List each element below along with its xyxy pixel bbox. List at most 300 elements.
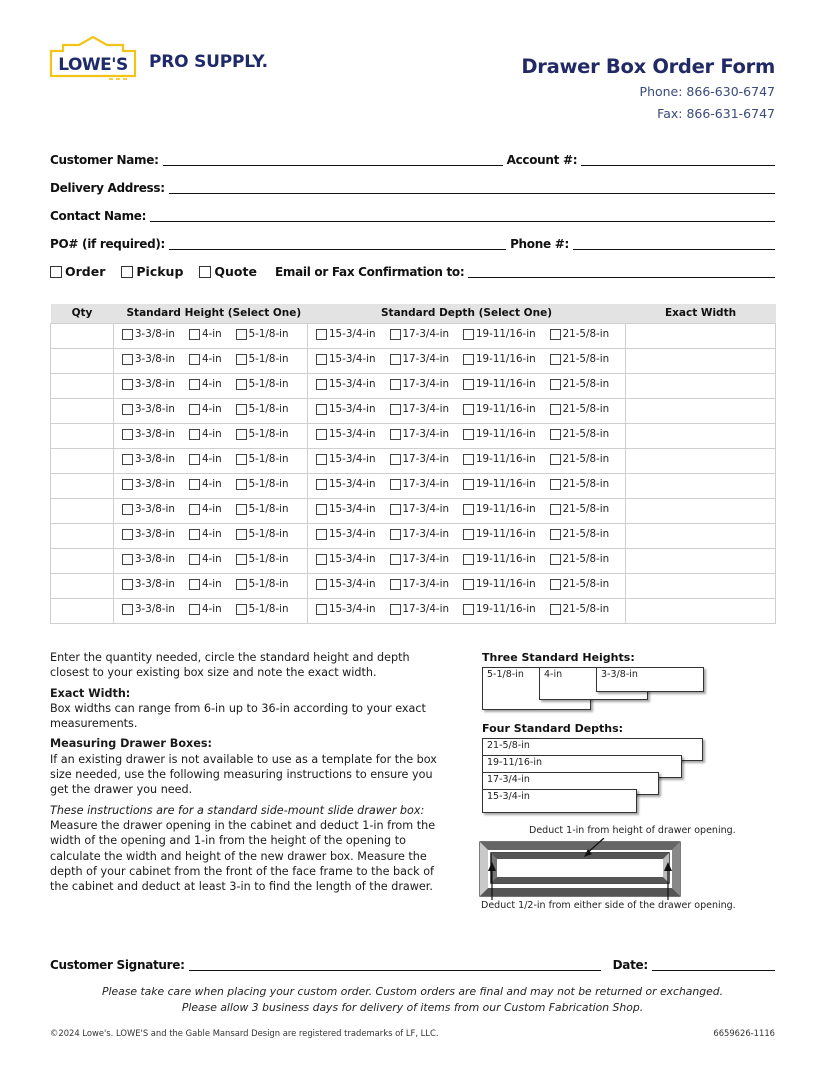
depth-option[interactable] (390, 453, 450, 465)
exact-width-cell[interactable] (626, 598, 776, 623)
depth-option[interactable] (463, 328, 536, 340)
exact-width-cell[interactable] (626, 398, 776, 423)
height-checkbox[interactable] (189, 354, 200, 365)
depth-checkbox[interactable] (463, 329, 474, 340)
height-option-label: 4-in (201, 553, 222, 566)
qty-cell[interactable] (51, 373, 114, 398)
height-checkbox[interactable] (122, 604, 133, 615)
height-option[interactable] (122, 578, 175, 590)
depth-option-label: 17-3/4-in (402, 603, 449, 616)
depth-option-label: 19-11/16-in (476, 453, 536, 466)
height-option[interactable] (236, 353, 289, 365)
exact-width-cell[interactable] (626, 448, 776, 473)
height-option[interactable] (236, 378, 289, 390)
depth-option[interactable] (390, 478, 450, 490)
height-option-label: 3-3/8-in (135, 403, 175, 416)
depth-options-cell (308, 573, 626, 598)
table-row (51, 598, 776, 623)
height-options-cell (114, 348, 308, 373)
depth-option-label: 17-3/4-in (402, 578, 449, 591)
depth-checkbox[interactable] (390, 504, 401, 515)
height-option[interactable] (122, 428, 175, 440)
depth-option-label: 21-5/8-in (562, 553, 610, 566)
depth-option[interactable] (463, 428, 536, 440)
height-checkbox[interactable] (122, 579, 133, 590)
depth-option-label: 21-5/8-in (562, 453, 610, 466)
height-option-label: 3-3/8-in (135, 428, 175, 441)
depth-checkbox[interactable] (463, 579, 474, 590)
height-checkbox[interactable] (122, 479, 133, 490)
height-checkbox[interactable] (236, 379, 247, 390)
account-field[interactable] (581, 152, 775, 166)
depth-checkbox[interactable] (390, 429, 401, 440)
depth-option[interactable] (390, 503, 450, 515)
depth-option-label: 21-5/8-in (562, 603, 610, 616)
depth-checkbox[interactable] (463, 429, 474, 440)
depth-option[interactable] (463, 353, 536, 365)
depth-option[interactable] (550, 428, 610, 440)
height-option-label: 5-1/8-in (248, 478, 289, 491)
depth-option-label: 17-3/4-in (402, 453, 449, 466)
page-title: Drawer Box Order Form (521, 55, 775, 78)
exact-width-cell[interactable] (626, 373, 776, 398)
height-option[interactable] (236, 403, 289, 415)
lowes-pro-supply-logo (49, 37, 268, 79)
quote-checkbox-option[interactable] (199, 264, 257, 279)
depth-option-label: 21-5/8-in (562, 378, 610, 391)
depth-option[interactable] (550, 503, 610, 515)
quote-checkbox[interactable] (199, 266, 211, 278)
exact-width-cell[interactable] (626, 323, 776, 348)
depth-option-label: 21-5/8-in (562, 353, 610, 366)
depth-checkbox[interactable] (316, 554, 327, 565)
height-option[interactable] (189, 428, 222, 440)
po-field[interactable] (169, 236, 506, 250)
height-option[interactable] (122, 478, 175, 490)
depth-option[interactable] (390, 428, 450, 440)
depth-checkbox[interactable] (463, 454, 474, 465)
contact-name-field[interactable] (150, 208, 775, 222)
height-options-cell (114, 398, 308, 423)
height-options-cell (114, 548, 308, 573)
contact-name-row (50, 205, 775, 223)
depth-option[interactable] (390, 603, 450, 615)
depth-option[interactable] (316, 403, 376, 415)
height-option-label: 4-in (201, 528, 222, 541)
height-option[interactable] (189, 453, 222, 465)
height-checkbox[interactable] (189, 579, 200, 590)
depth-option[interactable] (550, 378, 610, 390)
phone-label: Phone #: (510, 237, 569, 251)
depth-option[interactable] (550, 603, 610, 615)
depth-option-label: 19-11/16-in (476, 603, 536, 616)
account-label: Account #: (506, 153, 578, 167)
height-option-label: 5-1/8-in (248, 403, 289, 416)
depth-options-cell (308, 323, 626, 348)
depth-checkbox[interactable] (550, 429, 561, 440)
depth-checkbox[interactable] (316, 604, 327, 615)
depth-option-label: 15-3/4-in (329, 428, 376, 441)
height-option[interactable] (189, 603, 222, 615)
quote-label: Quote (214, 264, 257, 279)
height-option-label: 4-in (201, 353, 222, 366)
height-checkbox[interactable] (189, 454, 200, 465)
height-option[interactable] (236, 328, 289, 340)
height-checkbox[interactable] (122, 404, 133, 415)
depth-checkbox[interactable] (550, 329, 561, 340)
depth-checkbox[interactable] (390, 554, 401, 565)
depth-option[interactable] (463, 503, 536, 515)
depth-checkbox[interactable] (390, 454, 401, 465)
depth-option-label: 19-11/16-in (476, 353, 536, 366)
height-checkbox[interactable] (122, 554, 133, 565)
depth-option-label: 21-5/8-in (562, 478, 610, 491)
height-options-cell (114, 323, 308, 348)
depth-checkbox[interactable] (550, 379, 561, 390)
exact-width-cell[interactable] (626, 498, 776, 523)
customer-name-field[interactable] (163, 152, 503, 166)
depth-option[interactable] (550, 528, 610, 540)
height-option[interactable] (236, 453, 289, 465)
height-option[interactable] (236, 478, 289, 490)
custom-order-disclaimer: Please take care when placing your custom order. Custom orders are final and may not be returned or exchanged. Please allow 3 business days for delivery of items from our Custom Fabrication Shop. (101, 985, 724, 1014)
depth-option[interactable] (463, 603, 536, 615)
height-option[interactable] (189, 378, 222, 390)
height-option-label: 3-3/8-in (135, 478, 175, 491)
depth-options-cell (308, 548, 626, 573)
customer-name-row (50, 149, 775, 167)
height-option[interactable] (236, 603, 289, 615)
height-checkbox[interactable] (236, 554, 247, 565)
height-checkbox[interactable] (236, 529, 247, 540)
depth-option[interactable] (390, 578, 450, 590)
depth-option[interactable] (550, 453, 610, 465)
height-checkbox[interactable] (189, 479, 200, 490)
height-option[interactable] (189, 478, 222, 490)
depth-option-label: 15-3/4-in (329, 528, 376, 541)
height-option[interactable] (189, 503, 222, 515)
height-option[interactable] (122, 403, 175, 415)
height-option[interactable] (236, 528, 289, 540)
depth-option-label: 21-5/8-in (562, 578, 610, 591)
depth-checkbox[interactable] (390, 404, 401, 415)
depth-checkbox[interactable] (316, 579, 327, 590)
height-checkbox[interactable] (189, 504, 200, 515)
delivery-address-field[interactable] (169, 180, 775, 194)
height-checkbox[interactable] (236, 354, 247, 365)
depth-checkbox[interactable] (463, 379, 474, 390)
height-option[interactable] (122, 603, 175, 615)
depth-option[interactable] (463, 578, 536, 590)
order-checkbox-option[interactable] (50, 264, 105, 279)
height-option-label: 3-3/8-in (135, 353, 175, 366)
order-table (50, 304, 776, 624)
depth-option[interactable] (550, 403, 610, 415)
depth-option[interactable] (316, 603, 376, 615)
height-option-label: 5-1/8-in (248, 378, 289, 391)
height-option[interactable] (236, 428, 289, 440)
height-option[interactable] (122, 328, 175, 340)
height-option[interactable] (122, 453, 175, 465)
qty-cell[interactable] (51, 348, 114, 373)
depth-option[interactable] (390, 553, 450, 565)
height-checkbox[interactable] (189, 379, 200, 390)
depth-option[interactable] (463, 378, 536, 390)
order-label: Order (65, 264, 106, 279)
exact-width-cell[interactable] (626, 423, 776, 448)
depth-checkbox[interactable] (550, 354, 561, 365)
qty-cell[interactable] (51, 323, 114, 348)
depth-option[interactable] (316, 528, 376, 540)
depth-option[interactable] (390, 353, 450, 365)
height-checkbox[interactable] (189, 529, 200, 540)
height-option-label: 5-1/8-in (248, 453, 289, 466)
order-checkbox[interactable] (50, 266, 62, 278)
depth-option-label: 17-3/4-in (402, 378, 449, 391)
height-option[interactable] (122, 503, 175, 515)
height-checkbox[interactable] (122, 354, 133, 365)
height-option-label: 3-3/8-in (135, 603, 175, 616)
height-box-5-1-8: 5-1/8-in (482, 667, 591, 710)
height-checkbox[interactable] (236, 454, 247, 465)
height-option-label: 3-3/8-in (135, 553, 175, 566)
depth-option[interactable] (550, 353, 610, 365)
depth-options-cell (308, 523, 626, 548)
exact-width-cell[interactable] (626, 473, 776, 498)
depth-option[interactable] (463, 403, 536, 415)
depth-checkbox[interactable] (316, 454, 327, 465)
depth-option[interactable] (390, 528, 450, 540)
depth-option[interactable] (390, 328, 450, 340)
measuring-text: If an existing drawer is not available to use as a template for the box size needed, use the following measuring instructions to ensure you get the drawer you need. (50, 752, 437, 797)
depth-option[interactable] (316, 503, 376, 515)
height-option[interactable] (189, 553, 222, 565)
height-option[interactable] (122, 353, 175, 365)
height-header: Standard Height (Select One) (114, 304, 308, 323)
depth-checkbox[interactable] (390, 379, 401, 390)
depth-option-label: 15-3/4-in (329, 403, 376, 416)
depth-checkbox[interactable] (550, 604, 561, 615)
height-options-cell (114, 423, 308, 448)
depth-checkbox[interactable] (316, 479, 327, 490)
depth-option-label: 17-3/4-in (402, 528, 449, 541)
qty-cell[interactable] (51, 423, 114, 448)
depth-option[interactable] (316, 553, 376, 565)
depth-checkbox[interactable] (463, 554, 474, 565)
height-option-label: 5-1/8-in (248, 578, 289, 591)
depth-checkbox[interactable] (550, 404, 561, 415)
height-checkbox[interactable] (189, 404, 200, 415)
depth-option[interactable] (463, 553, 536, 565)
depth-checkbox[interactable] (390, 354, 401, 365)
depth-option[interactable] (550, 578, 610, 590)
height-checkbox[interactable] (189, 429, 200, 440)
qty-cell[interactable] (51, 473, 114, 498)
height-option-label: 5-1/8-in (248, 603, 289, 616)
height-option-label: 3-3/8-in (135, 503, 175, 516)
depth-option[interactable] (316, 353, 376, 365)
qty-cell[interactable] (51, 598, 114, 623)
depth-checkbox[interactable] (550, 529, 561, 540)
height-option[interactable] (236, 553, 289, 565)
depth-option[interactable] (550, 478, 610, 490)
depth-option-label: 15-3/4-in (329, 478, 376, 491)
depth-options-cell (308, 448, 626, 473)
depth-checkbox[interactable] (390, 529, 401, 540)
depth-option[interactable] (550, 553, 610, 565)
height-checkbox[interactable] (236, 329, 247, 340)
height-options-cell (114, 373, 308, 398)
height-checkbox[interactable] (236, 579, 247, 590)
signature-field[interactable] (189, 957, 601, 971)
depth-options-cell (308, 498, 626, 523)
depth-option[interactable] (463, 478, 536, 490)
qty-cell[interactable] (51, 398, 114, 423)
depth-checkbox[interactable] (463, 529, 474, 540)
table-row (51, 548, 776, 573)
date-field[interactable] (652, 957, 775, 971)
depth-checkbox[interactable] (316, 379, 327, 390)
qty-cell[interactable] (51, 448, 114, 473)
qty-cell[interactable] (51, 573, 114, 598)
exact-width-cell[interactable] (626, 548, 776, 573)
height-checkbox[interactable] (189, 554, 200, 565)
height-checkbox[interactable] (236, 504, 247, 515)
height-checkbox[interactable] (122, 429, 133, 440)
height-option-label: 4-in (201, 428, 222, 441)
depth-option[interactable] (390, 378, 450, 390)
height-checkbox[interactable] (189, 604, 200, 615)
depth-checkbox[interactable] (463, 604, 474, 615)
height-option[interactable] (122, 553, 175, 565)
height-checkbox[interactable] (236, 479, 247, 490)
height-option-label: 4-in (201, 453, 222, 466)
table-row (51, 423, 776, 448)
depth-checkbox[interactable] (463, 504, 474, 515)
height-option[interactable] (189, 528, 222, 540)
depth-checkbox[interactable] (390, 604, 401, 615)
height-option-label: 5-1/8-in (248, 428, 289, 441)
depth-option[interactable] (316, 578, 376, 590)
height-option[interactable] (189, 328, 222, 340)
height-option[interactable] (189, 403, 222, 415)
depth-option-label: 19-11/16-in (476, 378, 536, 391)
depth-option-label: 19-11/16-in (476, 503, 536, 516)
pickup-label: Pickup (136, 264, 184, 279)
depth-option[interactable] (316, 478, 376, 490)
height-option[interactable] (236, 503, 289, 515)
qty-cell[interactable] (51, 548, 114, 573)
depth-options-cell (308, 598, 626, 623)
height-option-label: 3-3/8-in (135, 378, 175, 391)
depth-option-label: 19-11/16-in (476, 328, 536, 341)
side-mount-heading: These instructions are for a standard side-mount slide drawer box: (50, 803, 425, 817)
depth-option-label: 17-3/4-in (402, 478, 449, 491)
depths-diagram-title: Four Standard Depths: (482, 722, 624, 735)
height-checkbox[interactable] (236, 604, 247, 615)
depth-option-label: 19-11/16-in (476, 578, 536, 591)
depth-option[interactable] (316, 428, 376, 440)
depth-checkbox[interactable] (390, 329, 401, 340)
depth-option-label: 19-11/16-in (476, 528, 536, 541)
depth-option[interactable] (390, 403, 450, 415)
height-checkbox[interactable] (236, 404, 247, 415)
height-option[interactable] (236, 578, 289, 590)
phone-field[interactable] (573, 236, 775, 250)
depth-checkbox[interactable] (390, 579, 401, 590)
height-checkbox[interactable] (236, 429, 247, 440)
depth-checkbox[interactable] (463, 479, 474, 490)
depth-option[interactable] (316, 378, 376, 390)
height-checkbox[interactable] (122, 329, 133, 340)
depth-option[interactable] (463, 528, 536, 540)
pickup-checkbox[interactable] (121, 266, 133, 278)
depth-option-label: 21-5/8-in (562, 328, 610, 341)
height-checkbox[interactable] (189, 329, 200, 340)
height-checkbox[interactable] (122, 529, 133, 540)
depth-checkbox[interactable] (550, 579, 561, 590)
height-option[interactable] (122, 378, 175, 390)
drawer-opening-diagram (478, 838, 684, 900)
depth-option-label: 17-3/4-in (402, 328, 449, 341)
measuring-heading: Measuring Drawer Boxes: (50, 737, 212, 751)
height-checkbox[interactable] (122, 454, 133, 465)
depth-checkbox[interactable] (316, 329, 327, 340)
depth-option-label: 17-3/4-in (402, 553, 449, 566)
depth-option-label: 17-3/4-in (402, 428, 449, 441)
depth-checkbox[interactable] (390, 479, 401, 490)
email-fax-field[interactable] (468, 264, 775, 278)
height-option[interactable] (122, 528, 175, 540)
qty-cell[interactable] (51, 498, 114, 523)
depth-checkbox[interactable] (316, 529, 327, 540)
depth-checkbox[interactable] (463, 404, 474, 415)
exact-width-cell[interactable] (626, 523, 776, 548)
depth-checkbox[interactable] (550, 479, 561, 490)
depth-checkbox[interactable] (463, 354, 474, 365)
depth-option[interactable] (550, 328, 610, 340)
height-option[interactable] (189, 353, 222, 365)
exact-width-cell[interactable] (626, 348, 776, 373)
depth-checkbox[interactable] (316, 404, 327, 415)
height-option-label: 4-in (201, 503, 222, 516)
pickup-checkbox-option[interactable] (121, 264, 183, 279)
depth-checkbox[interactable] (316, 429, 327, 440)
qty-header: Qty (51, 304, 114, 323)
exact-width-cell[interactable] (626, 573, 776, 598)
height-option[interactable] (189, 578, 222, 590)
height-options-cell (114, 523, 308, 548)
pro-supply-wordmark: PRO SUPPLY. (149, 52, 268, 72)
depth-checkbox[interactable] (316, 354, 327, 365)
height-option-label: 3-3/8-in (135, 328, 175, 341)
depth-checkbox[interactable] (550, 504, 561, 515)
qty-cell[interactable] (51, 523, 114, 548)
depth-option[interactable] (463, 453, 536, 465)
depth-option[interactable] (316, 453, 376, 465)
depth-option-label: 21-5/8-in (562, 403, 610, 416)
height-option-label: 5-1/8-in (248, 503, 289, 516)
depth-checkbox[interactable] (550, 454, 561, 465)
depth-options-cell (308, 373, 626, 398)
deduct-side-caption: Deduct 1/2-in from either side of the drawer opening. (481, 900, 736, 911)
height-checkbox[interactable] (122, 504, 133, 515)
table-row (51, 398, 776, 423)
depth-checkbox[interactable] (316, 504, 327, 515)
depth-option[interactable] (316, 328, 376, 340)
height-checkbox[interactable] (122, 379, 133, 390)
depth-checkbox[interactable] (550, 554, 561, 565)
